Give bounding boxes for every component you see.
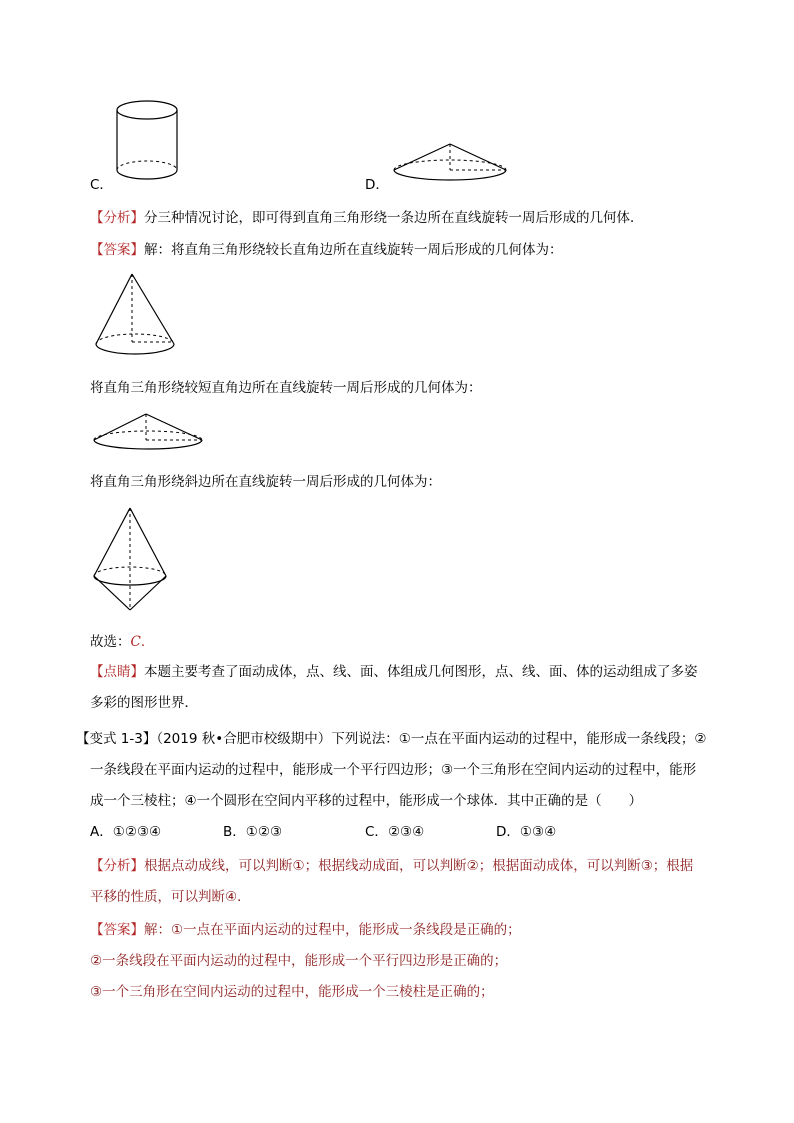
- analysis-2-line-1: [90, 856, 693, 876]
- answer-2-line-1: [90, 920, 521, 940]
- answer-1: [90, 240, 563, 260]
- analysis-2-line-2: 平移的性质，可以判断④．: [90, 889, 251, 905]
- answer-tag: 【答案】: [90, 242, 144, 258]
- flat-cone-figure-2: [92, 412, 212, 462]
- variant-option-b: B．①②③: [223, 824, 283, 840]
- analysis-1: [90, 208, 644, 228]
- cylinder-figure: [115, 98, 185, 183]
- answer-text: 解：将直角三角形绕较长直角边所在直线旋转一周后形成的几何体为：: [144, 242, 563, 258]
- answer-2-tag: 【答案】: [90, 922, 144, 938]
- double-cone-figure: [92, 506, 172, 616]
- option-c-label: C．: [90, 177, 113, 193]
- analysis-2-tag: 【分析】: [90, 858, 144, 874]
- choose-line: [90, 632, 154, 652]
- variant-option-c: C．②③④: [365, 824, 425, 840]
- choose-suffix: ．: [140, 634, 155, 650]
- text-hypotenuse: 将直角三角形绕斜边所在直线旋转一周后形成的几何体为：: [90, 474, 441, 490]
- variant-option-a: A．①②③④: [90, 824, 162, 840]
- answer-2-text-1: 解：①一点在平面内运动的过程中，能形成一条线段是正确的；: [144, 922, 521, 938]
- flat-cone-figure: [392, 140, 512, 190]
- variant-tag: 【变式 1-3】: [76, 731, 157, 747]
- cone-figure: [94, 272, 184, 367]
- choose-prefix: 故选：: [90, 634, 131, 650]
- option-d-label: D．: [365, 177, 389, 193]
- text-shorter-leg: 将直角三角形绕较短直角边所在直线旋转一周后形成的几何体为：: [90, 380, 482, 396]
- answer-2-line-2: ②一条线段在平面内运动的过程中，能形成一个平行四边形是正确的；: [90, 953, 508, 969]
- analysis-2-text-1: 根据点动成线，可以判断①；根据线动成面，可以判断②；根据面动成体，可以判断③；根据: [144, 858, 694, 874]
- analysis-text: 分三种情况讨论，即可得到直角三角形绕一条边所在直线旋转一周后形成的几何体．: [144, 210, 644, 226]
- comment-text-1: 本题主要考查了面动成体，点、线、面、体组成几何图形，点、线、面、体的运动组成了多姿: [144, 664, 698, 680]
- variant-line-1: [76, 729, 706, 749]
- comment-1-line-2: 多彩的图形世界．: [90, 695, 198, 711]
- analysis-tag: 【分析】: [90, 210, 144, 226]
- comment-1-line-1: [90, 662, 698, 682]
- variant-line-2: 一条线段在平面内运动的过程中，能形成一个平行四边形；③一个三角形在空间内运动的过程中，能形: [90, 762, 697, 778]
- choose-letter: C: [130, 634, 141, 650]
- variant-option-d: D．①③④: [496, 824, 557, 840]
- comment-tag: 【点睛】: [90, 664, 144, 680]
- variant-source: （2019 秋•合肥市校级期中）: [156, 731, 332, 747]
- variant-line-3: 成一个三棱柱；④一个圆形在空间内平移的过程中，能形成一个球体．其中正确的是（ ）: [90, 793, 643, 809]
- variant-text-1: 下列说法：①一点在平面内运动的过程中，能形成一条线段；②: [331, 731, 707, 747]
- answer-2-line-3: ③一个三角形在空间内运动的过程中，能形成一个三棱柱是正确的；: [90, 984, 494, 1000]
